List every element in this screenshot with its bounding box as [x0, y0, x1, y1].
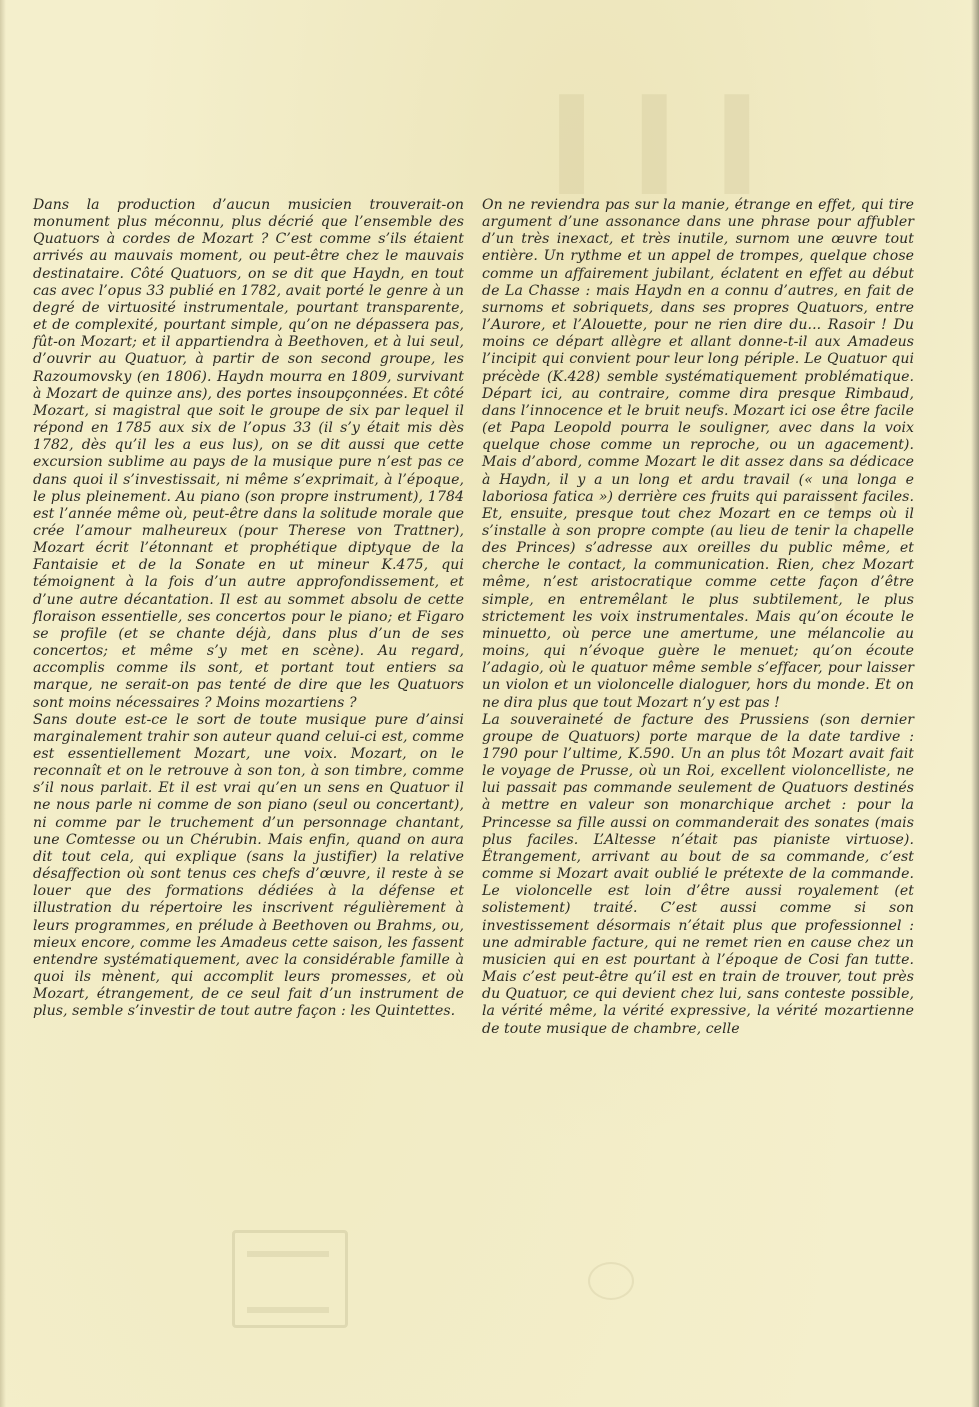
show-through-logo-mark: [232, 1230, 348, 1328]
page-edge-shadow-right: [971, 0, 979, 1407]
right-paragraph-2: La souveraineté de facture des Prussiens (son dernier groupe de Quatuors) porte marque de la date tardive : 1790 pour l’ultime, K.590. Un an plus tôt Mozart avait fait le voyage de Prusse, où un Roi, excellent violoncelliste, ne lui passait pas commande seulement de Quatuors destinés à mettre en valeur son monarchique archet : pour la Princesse sa fille aussi on commanderait des sonates (mais plus faciles. L’Altesse n’était pas pianiste virtuose). Étrangement, arrivant au bout de sa commande, c’est comme si Mozart avait oublié le prétexte de la commande. Le violoncelle est loin d’être aussi royalement (et solistement) traité. C’est aussi comme si son investissement désormais n’était plus que professionnel : une admirable facture, qui ne remet rien en cause chez un musicien qui en est pourtant à l’époque de Cosi fan tutte. Mais c’est peut-être qu’il est en train de trouver, tout près du Quatuor, ce qui devient chez lui, sans conteste possible, la vérité même, la vérité expressive, la vérité mozartienne de toute musique de chambre, celle: [482, 711, 914, 1037]
left-paragraph-2: Sans doute est-ce le sort de toute musique pure d’ainsi marginalement trahir son auteur quand celui-ci est, comme est essentiellement Mozart, une voix. Mozart, on le reconnaît et on le retrouve à son ton, à son timbre, comme s’il nous parlait. Et il est vrai qu’en un sens en Quatuor il ne nous parle ni comme de son piano (seul ou concertant), ni comme par le truchement d’un personnage chantant, une Comtesse ou un Chérubin. Mais enfin, quand on aura dit tout cela, qui explique (sans la justifier) la relative désaffection où sont tenus ces chefs d’œuvre, il reste à se louer que des formations dédiées à la défense et illustration du répertoire les inscrivent régulièrement à leurs programmes, en prélude à Beethoven ou Brahms, ou, mieux encore, comme les Amadeus cette saison, les fassent entendre systématiquement, avec la considérable famille à quoi ils mènent, qui accomplit leurs promesses, et où Mozart, étrangement, de ce seul fait d’un instrument de plus, semble s’investir de tout autre façon : les Quintettes.: [33, 711, 464, 1020]
left-text-column: [33, 197, 464, 1021]
show-through-logo-inner: [247, 1251, 329, 1313]
show-through-heading-decoration: ▍▍▍: [560, 95, 808, 193]
page-edge-shadow-left: [0, 0, 6, 1407]
right-paragraph-1: On ne reviendra pas sur la manie, étrange en effet, qui tire argument d’une assonance dans une phrase pour affubler d’un très inexact, et très inutile, surnom une œuvre tout entière. Un rythme et un appel de trompes, quelque chose comme un affairement jubilant, éclatent en effet au début de La Chasse : mais Haydn en a connu d’autres, en fait de surnoms et sobriquets, dans ses propres Quatuors, entre l’Aurore, et l’Alouette, pour ne rien dire du... Rasoir ! Du moins ce départ allègre et allant donne-t-il aux Amadeus l’incipit qui convient pour leur long périple. Le Quatuor qui précède (K.428) semble systématiquement problématique. Départ ici, au contraire, comme dira presque Rimbaud, dans l’innocence et le bruit neufs. Mozart ici ose être facile (et Papa Leopold pourra le souligner, avec dans la voix quelque chose comme un reproche, ou un agacement). Mais d’abord, comme Mozart le dit assez dans sa dédicace à Haydn, il y a un long et ardu travail (« una longa e laboriosa fatica ») derrière ces fruits qui paraissent faciles. Et, ensuite, presque tout chez Mozart en ce temps où il s’installe à son propre compte (au lieu de tenir la chapelle des Princes) s’adresse aux oreilles du public même, et cherche le contact, la communication. Rien, chez Mozart même, n’est aristocratique comme cette façon d’être simple, en entremêlant le plus subtilement, le plus strictement les voix instrumentales. Mais qu’on écoute le minuetto, où perce une amertume, une mélancolie au moins, qui n’évoque guère le menuet; qu’on écoute l’adagio, où le quatuor même semble s’effacer, pour laisser un violon et un violoncelle dialoguer, hors du monde. Et on ne dira plus que tout Mozart n’y est pas !: [482, 197, 914, 711]
show-through-side-decoration: ▍: [835, 470, 871, 524]
left-paragraph-1: Dans la production d’aucun musicien trouverait-on monument plus méconnu, plus décrié que l’ensemble des Quatuors à cordes de Mozart ? C’est comme s’ils étaient arrivés au mauvais moment, ou peut-être chez le mauvais destinataire. Côté Quatuors, on se dit que Haydn, en tout cas avec l’opus 33 publié en 1782, avait porté le genre à un degré de virtuosité instrumentale, pourtant transparente, et de complexité, pourtant simple, qu’on ne dépassera pas, fût-on Mozart; et il appartiendra à Beethoven, et à lui seul, d’ouvrir au Quatuor, à partir de son second groupe, les Razoumovsky (en 1806). Haydn mourra en 1809, survivant à Mozart de quinze ans), des portes insoupçonnées. Et côté Mozart, si magistral que soit le groupe de six par lequel il répond en 1785 aux six de l’opus 33 (il s’y était mis dès 1782, dès qu’il les a eus lus), on se dit aussi que cette excursion sublime au pays de la musique pure n’est pas ce dans quoi il s’investissait, ni même s’exprimait, à l’époque, le plus pleinement. Au piano (son propre instrument), 1784 est l’année même où, peut-être dans la solitude morale que crée l’amour malheureux (pour Therese von Trattner), Mozart écrit l’étonnant et prophétique diptyque de la Fantaisie et de la Sonate en ut mineur K.475, qui témoignent à la fois d’un autre approfondissement, et d’une autre décantation. Il est au sommet absolu de cette floraison essentielle, ses concertos pour le piano; et Figaro se profile (et se chante déjà, dans plus d’un de ses concertos; et même s’y met en scène). Au regard, accomplis comme ils sont, et portant tout entiers sa marque, ne serait-on pas tenté de dire que les Quatuors sont moins nécessaires ? Moins mozartiens ?: [33, 197, 464, 711]
show-through-emblem-mark: [588, 1262, 634, 1300]
right-text-column: [482, 197, 914, 1038]
